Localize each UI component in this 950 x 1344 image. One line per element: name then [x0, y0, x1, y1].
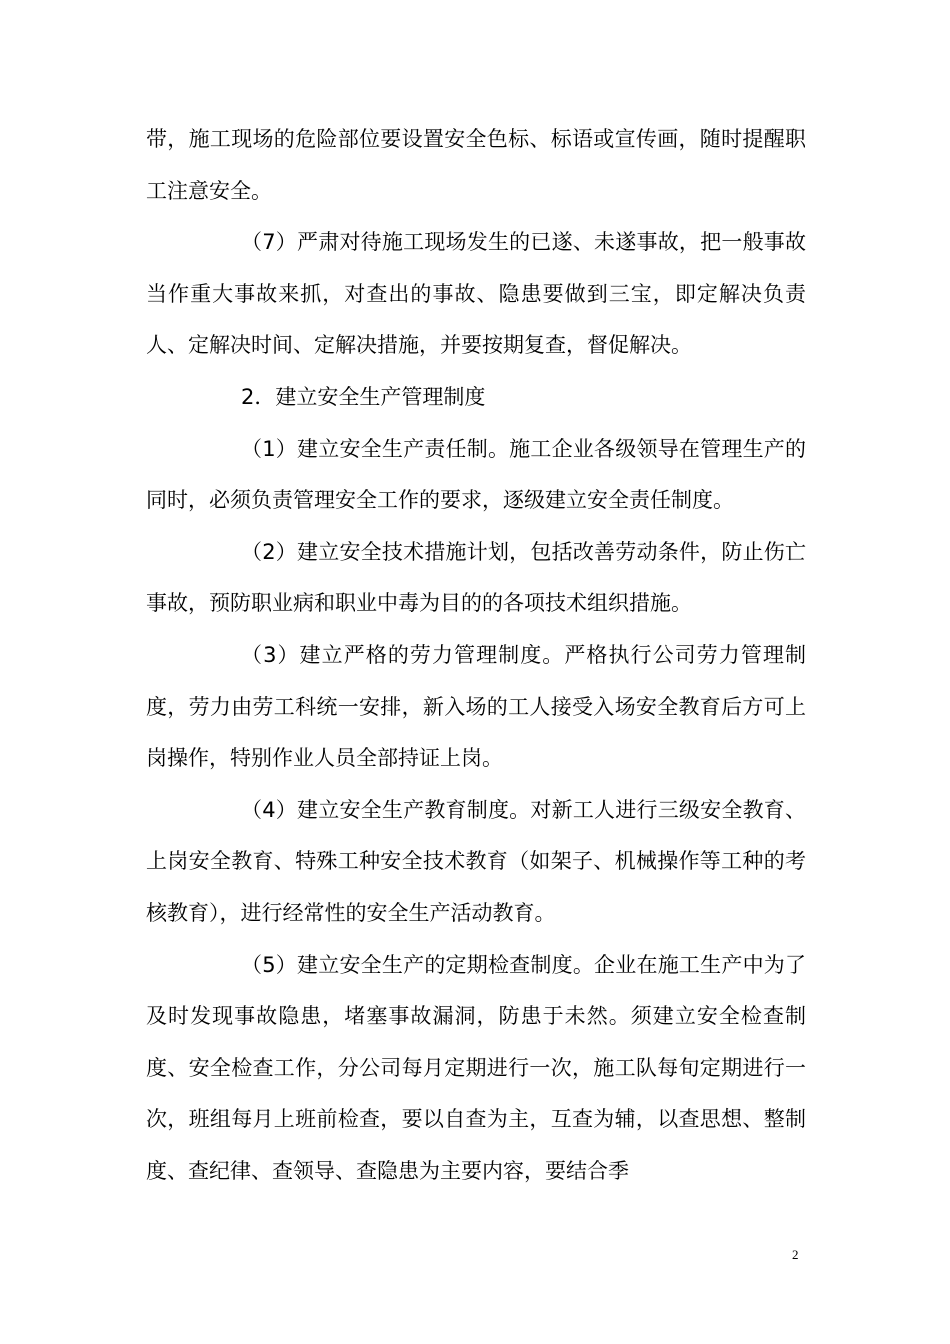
page-number: 2 — [792, 1247, 799, 1262]
section-heading: 2．建立安全生产管理制度 — [241, 384, 486, 409]
paragraph-item-2: （2）建立安全技术措施计划，包括改善劳动条件，防止伤亡事故，预防职业病和职业中毒为目的的各项技术组织措施。 — [146, 539, 806, 616]
paragraph-item-4: （4）建立安全生产教育制度。对新工人进行三级安全教育、上岗安全教育、特殊工种安全技术教育（如架子、机械操作等工种的考核教育），进行经常性的安全生产活动教育。 — [146, 797, 806, 925]
paragraph-continuation: 带，施工现场的危险部位要设置安全色标、标语或宣传画，随时提醒职工注意安全。 — [146, 127, 806, 203]
paragraph-item-7: （7）严肃对待施工现场发生的已遂、未遂事故，把一般事故当作重大事故来抓，对查出的事故、隐患要做到三宝，即定解决负责人、定解决时间、定解决措施，并要按期复查，督促解决。 — [146, 230, 806, 358]
paragraph-item-1: （1）建立安全生产责任制。施工企业各级领导在管理生产的同时，必须负责管理安全工作的要求，逐级建立安全责任制度。 — [146, 436, 806, 513]
body-text — [146, 114, 806, 1197]
paragraph-item-5: （5）建立安全生产的定期检查制度。企业在施工生产中为了及时发现事故隐患，堵塞事故漏洞，防患于未然。须建立安全检查制度、安全检查工作，分公司每月定期进行一次，施工队每旬定期进行一次，班组每月上班前检查，要以自查为主，互查为辅，以查思想、整制度、查纪律、查领导、查隐患为主要内容，要结合季 — [146, 952, 806, 1183]
paragraph-item-3: （3）建立严格的劳力管理制度。严格执行公司劳力管理制度，劳力由劳工科统一安排，新入场的工人接受入场安全教育后方可上岗操作，特别作业人员全部持证上岗。 — [146, 642, 806, 771]
